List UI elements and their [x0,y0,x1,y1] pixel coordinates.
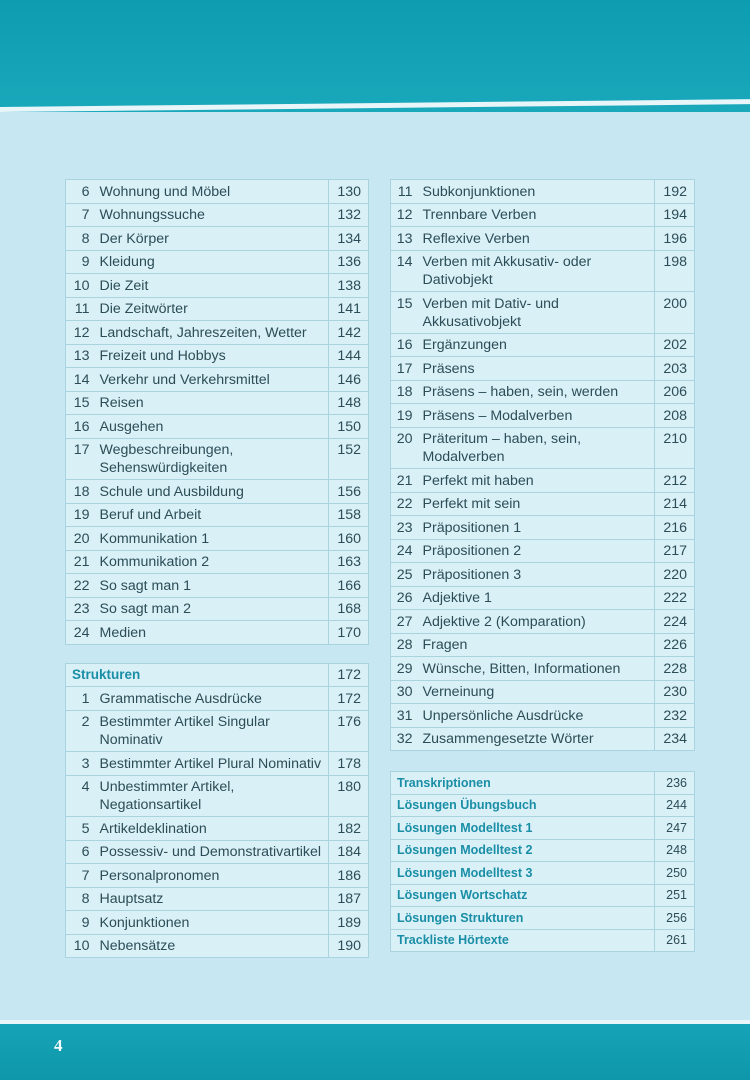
toc-row[interactable] [66,438,369,480]
grammar-table [390,179,695,751]
toc-row[interactable] [66,550,369,574]
entry-page: 192 [655,180,695,204]
entry-number: 15 [391,292,419,334]
entry-number: 24 [66,621,96,645]
entry-page: 216 [655,516,695,540]
toc-row[interactable] [391,563,695,587]
toc-row[interactable] [66,621,369,645]
entry-page: 132 [329,203,369,227]
entry-number: 30 [391,680,419,704]
toc-row[interactable] [391,180,695,204]
entry-number: 18 [391,380,419,404]
entry-number: 2 [66,710,96,752]
entry-page: 170 [329,621,369,645]
entry-title: Hauptsatz [96,887,329,911]
entry-number: 9 [66,250,96,274]
entry-page: 163 [329,550,369,574]
toc-row[interactable] [66,368,369,392]
chapter-table [65,179,369,645]
entry-page: 230 [655,680,695,704]
entry-number: 8 [66,227,96,251]
toc-row[interactable] [66,503,369,527]
entry-number: 11 [391,180,419,204]
entry-number: 15 [66,391,96,415]
entry-number: 10 [66,274,96,298]
entry-page: 150 [329,415,369,439]
entry-title: Kleidung [96,250,329,274]
entry-number: 16 [66,415,96,439]
entry-title: Fragen [419,633,655,657]
entry-number: 31 [391,704,419,728]
entry-number: 12 [391,203,419,227]
entry-number: 11 [66,297,96,321]
entry-number: 1 [66,687,96,711]
entry-number: 17 [391,357,419,381]
entry-page: 141 [329,297,369,321]
entry-page: 190 [329,934,369,958]
entry-title: Wohnung und Möbel [96,180,329,204]
toc-row[interactable] [66,752,369,776]
appendix-row[interactable] [391,929,695,952]
toc-row[interactable] [391,333,695,357]
entry-page: 194 [655,203,695,227]
entry-title: Nebensätze [96,934,329,958]
appendix-row[interactable] [391,794,695,817]
entry-title: Konjunktionen [96,911,329,935]
entry-number: 25 [391,563,419,587]
entry-page: 142 [329,321,369,345]
entry-page: 156 [329,480,369,504]
entry-page: 210 [655,427,695,469]
entry-title: Die Zeitwörter [96,297,329,321]
strukturen-table [65,663,369,959]
toc-row[interactable] [66,274,369,298]
entry-title: Grammatische Ausdrücke [96,687,329,711]
entry-number: 7 [66,203,96,227]
entry-title: Lösungen Modelltest 2 [391,839,655,862]
appendix-row[interactable] [391,839,695,862]
entry-title: Subkonjunktionen [419,180,655,204]
entry-number: 13 [391,227,419,251]
entry-number: 21 [391,469,419,493]
entry-number: 17 [66,438,96,480]
entry-page: 187 [329,887,369,911]
right-column [390,179,695,952]
entry-page: 256 [655,907,695,930]
toc-row[interactable] [391,227,695,251]
toc-row[interactable] [66,887,369,911]
entry-title: Verneinung [419,680,655,704]
entry-page: 130 [329,180,369,204]
toc-row[interactable] [66,574,369,598]
entry-page: 166 [329,574,369,598]
entry-number: 12 [66,321,96,345]
toc-row[interactable] [391,492,695,516]
entry-number: 32 [391,727,419,751]
entry-number: 18 [66,480,96,504]
entry-page: 214 [655,492,695,516]
toc-row[interactable] [391,203,695,227]
entry-number: 22 [391,492,419,516]
toc-row[interactable] [391,292,695,334]
entry-number: 13 [66,344,96,368]
entry-page: 212 [655,469,695,493]
toc-row[interactable] [66,227,369,251]
entry-title: Trackliste Hörtexte [391,929,655,952]
strukturen-heading-row[interactable] [66,663,369,687]
entry-page: 250 [655,862,695,885]
entry-page: 182 [329,817,369,841]
toc-row[interactable] [391,404,695,428]
toc-row[interactable] [66,415,369,439]
entry-title: Unpersönliche Ausdrücke [419,704,655,728]
entry-page: 198 [655,250,695,292]
header-band [0,0,750,112]
entry-title: Adjektive 2 (Komparation) [419,610,655,634]
entry-number: 9 [66,911,96,935]
toc-row[interactable] [391,357,695,381]
entry-page: 196 [655,227,695,251]
toc-row[interactable] [66,840,369,864]
entry-title: Die Zeit [96,274,329,298]
entry-title: Lösungen Übungsbuch [391,794,655,817]
entry-number: 29 [391,657,419,681]
toc-row[interactable] [66,775,369,817]
toc-row[interactable] [391,727,695,751]
toc-row[interactable] [391,427,695,469]
toc-row[interactable] [66,391,369,415]
entry-title: Medien [96,621,329,645]
toc-row[interactable] [391,380,695,404]
entry-number: 19 [66,503,96,527]
entry-title: Perfekt mit haben [419,469,655,493]
footer-band [0,1020,750,1080]
toc-row[interactable] [66,297,369,321]
entry-title: Präpositionen 2 [419,539,655,563]
toc-row[interactable] [66,203,369,227]
entry-page: 178 [329,752,369,776]
entry-title: Der Körper [96,227,329,251]
toc-row[interactable] [66,710,369,752]
entry-page: 248 [655,839,695,862]
toc-row[interactable] [391,633,695,657]
entry-number: 20 [66,527,96,551]
appendix-row[interactable] [391,884,695,907]
entry-title: Bestimmter Artikel Singular Nominativ [96,710,329,752]
entry-page: 222 [655,586,695,610]
appendix-row[interactable] [391,907,695,930]
toc-row[interactable] [66,250,369,274]
entry-page: 138 [329,274,369,298]
toc-row[interactable] [391,657,695,681]
toc-row[interactable] [391,586,695,610]
toc-row[interactable] [66,180,369,204]
entry-page: 203 [655,357,695,381]
entry-number: 14 [66,368,96,392]
entry-page: 152 [329,438,369,480]
toc-row[interactable] [66,480,369,504]
entry-page: 208 [655,404,695,428]
entry-page: 202 [655,333,695,357]
appendix-row[interactable] [391,817,695,840]
entry-title: Ergänzungen [419,333,655,357]
entry-title: Lösungen Wortschatz [391,884,655,907]
entry-title: Präpositionen 3 [419,563,655,587]
entry-number: 7 [66,864,96,888]
toc-row[interactable] [391,250,695,292]
entry-title: So sagt man 2 [96,597,329,621]
entry-number: 27 [391,610,419,634]
entry-page: 180 [329,775,369,817]
entry-title: Lösungen Strukturen [391,907,655,930]
entry-page: 144 [329,344,369,368]
entry-number: 6 [66,180,96,204]
entry-page: 251 [655,884,695,907]
entry-page: 136 [329,250,369,274]
toc-row[interactable] [66,911,369,935]
entry-number: 28 [391,633,419,657]
entry-title: Lösungen Modelltest 1 [391,817,655,840]
entry-page: 224 [655,610,695,634]
entry-number: 26 [391,586,419,610]
entry-title: Reisen [96,391,329,415]
entry-title: Präteritum – haben, sein, Modalverben [419,427,655,469]
entry-title: Kommunikation 1 [96,527,329,551]
entry-title: Freizeit und Hobbys [96,344,329,368]
entry-number: 14 [391,250,419,292]
entry-page: 244 [655,794,695,817]
entry-page: 206 [655,380,695,404]
entry-page: 176 [329,710,369,752]
entry-title: Ausgehen [96,415,329,439]
entry-page: 232 [655,704,695,728]
entry-title: Kommunikation 2 [96,550,329,574]
entry-page: 134 [329,227,369,251]
entry-page: 186 [329,864,369,888]
entry-number: 24 [391,539,419,563]
entry-title: Personalpronomen [96,864,329,888]
entry-title: Landschaft, Jahreszeiten, Wetter [96,321,329,345]
toc-row[interactable] [66,321,369,345]
entry-title: Possessiv- und Demonstrativartikel [96,840,329,864]
entry-title: Trennbare Verben [419,203,655,227]
entry-page: 220 [655,563,695,587]
entry-page: 247 [655,817,695,840]
entry-page: 226 [655,633,695,657]
entry-page: 236 [655,772,695,795]
entry-number: 20 [391,427,419,469]
toc-row[interactable] [66,597,369,621]
entry-page: 200 [655,292,695,334]
entry-title: Präpositionen 1 [419,516,655,540]
entry-number: 4 [66,775,96,817]
entry-page: 217 [655,539,695,563]
entry-title: Zusammengesetzte Wörter [419,727,655,751]
toc-row[interactable] [66,817,369,841]
appendix-table [390,771,695,952]
entry-page: 160 [329,527,369,551]
toc-row[interactable] [66,934,369,958]
toc-row[interactable] [391,610,695,634]
entry-title: Unbestimmter Artikel, Negationsartikel [96,775,329,817]
entry-number: 3 [66,752,96,776]
toc-row[interactable] [391,704,695,728]
strukturen-page: 172 [329,663,369,687]
toc-row[interactable] [66,344,369,368]
entry-number: 19 [391,404,419,428]
entry-title: Präsens – haben, sein, werden [419,380,655,404]
toc-row[interactable] [66,864,369,888]
entry-number: 22 [66,574,96,598]
entry-number: 5 [66,817,96,841]
entry-page: 146 [329,368,369,392]
entry-number: 6 [66,840,96,864]
entry-number: 21 [66,550,96,574]
entry-title: Transkriptionen [391,772,655,795]
entry-page: 148 [329,391,369,415]
entry-number: 23 [66,597,96,621]
appendix-row[interactable] [391,772,695,795]
entry-title: Präsens – Modalverben [419,404,655,428]
entry-title: Artikeldeklination [96,817,329,841]
entry-page: 228 [655,657,695,681]
entry-title: Wegbeschreibungen, Sehenswürdigkeiten [96,438,329,480]
toc-row[interactable] [66,687,369,711]
entry-page: 172 [329,687,369,711]
entry-title: Verkehr und Verkehrsmittel [96,368,329,392]
appendix-row[interactable] [391,862,695,885]
toc-row[interactable] [391,516,695,540]
entry-title: Adjektive 1 [419,586,655,610]
entry-number: 16 [391,333,419,357]
entry-number: 10 [66,934,96,958]
entry-title: Verben mit Dativ- und Akkusativobjekt [419,292,655,334]
entry-title: Lösungen Modelltest 3 [391,862,655,885]
entry-title: Reflexive Verben [419,227,655,251]
toc-row[interactable] [391,539,695,563]
strukturen-heading: Strukturen [66,663,329,687]
entry-title: So sagt man 1 [96,574,329,598]
entry-title: Bestimmter Artikel Plural Nominativ [96,752,329,776]
toc-row[interactable] [391,469,695,493]
entry-page: 189 [329,911,369,935]
entry-number: 8 [66,887,96,911]
entry-title: Wohnungssuche [96,203,329,227]
toc-row[interactable] [391,680,695,704]
entry-page: 158 [329,503,369,527]
entry-title: Verben mit Akkusativ- oder Dativobjekt [419,250,655,292]
entry-title: Perfekt mit sein [419,492,655,516]
entry-number: 23 [391,516,419,540]
entry-title: Schule und Ausbildung [96,480,329,504]
entry-title: Präsens [419,357,655,381]
entry-page: 261 [655,929,695,952]
page-number: 4 [54,1036,63,1055]
entry-title: Beruf und Arbeit [96,503,329,527]
entry-title: Wünsche, Bitten, Informationen [419,657,655,681]
left-column [65,179,369,958]
toc-row[interactable] [66,527,369,551]
entry-page: 168 [329,597,369,621]
entry-page: 234 [655,727,695,751]
entry-page: 184 [329,840,369,864]
